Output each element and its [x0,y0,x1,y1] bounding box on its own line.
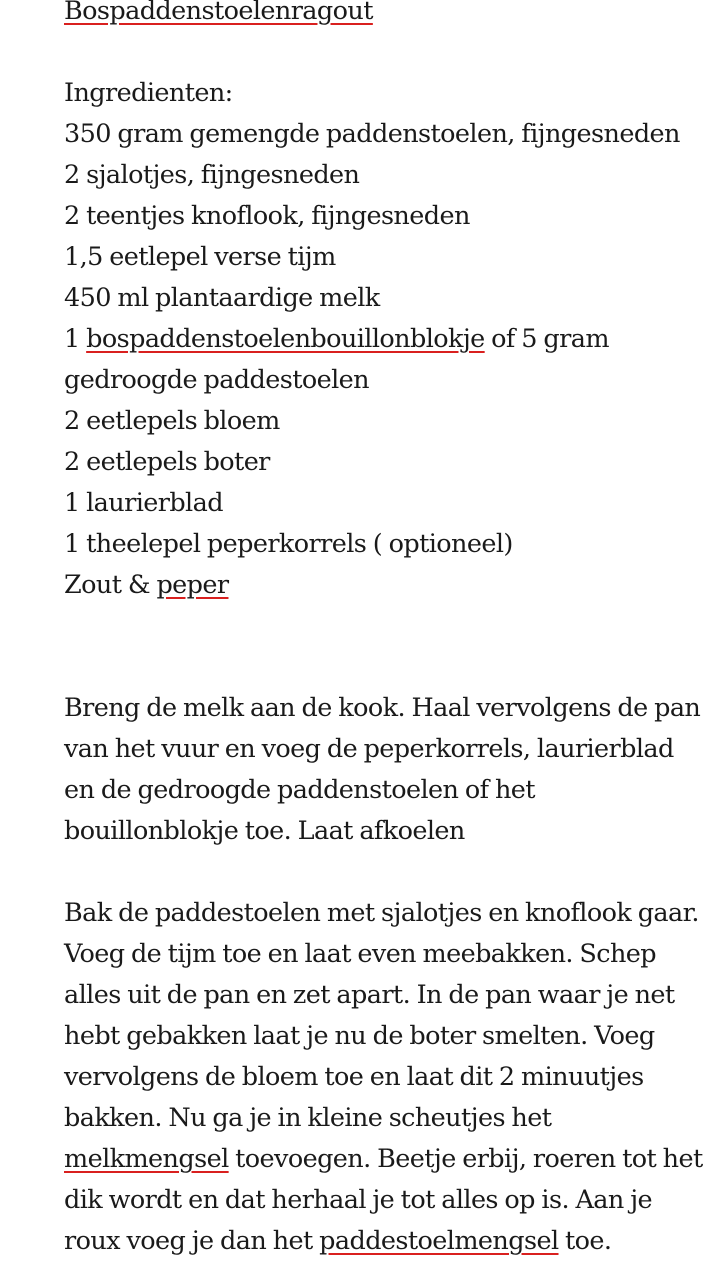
ingredient-item-bouillon [64,319,664,360]
ingredient-item: 2 sjalotjes, fijngesneden [64,160,360,190]
paragraph-line [64,1221,664,1262]
document-page[interactable] [64,0,703,1262]
spellcheck-word: Bospaddenstoelenragout [64,0,373,26]
paragraph-line: bouillonblokje toe. Laat afkoelen [64,816,465,846]
paragraph-text: toevoegen. Beetje erbij, roeren tot het [228,1144,703,1174]
paragraph-text: toe. [558,1226,612,1256]
blank-line [64,606,664,647]
paragraph-line: bakken. Nu ga je in kleine scheutjes het [64,1103,552,1133]
paragraph-line: van het vuur en voeg de peperkorrels, laurierblad [64,734,674,764]
paragraph-line: hebt gebakken laat je nu de boter smelten. Voeg [64,1021,655,1051]
bouillon-suffix: of 5 gram [484,324,609,354]
ingredient-item: 350 gram gemengde paddenstoelen, fijngesneden [64,119,680,149]
blank-line [64,32,664,73]
ingredient-item-salt [64,565,664,606]
ingredient-item-bouillon-cont: gedroogde paddestoelen [64,365,369,395]
paragraph-line [64,1139,703,1180]
spellcheck-word: melkmengsel [64,1144,229,1174]
spellcheck-word: paddestoelmengsel [319,1226,559,1256]
ingredient-item: 1 theelepel peperkorrels ( optioneel) [64,529,513,559]
spellcheck-word: peper [156,570,229,600]
ingredient-item: 2 teentjes knoflook, fijngesneden [64,201,470,231]
salt-prefix: Zout & [64,570,157,600]
spellcheck-word: bospaddenstoelenbouillonblokje [86,324,485,354]
ingredient-item: 2 eetlepels boter [64,447,270,477]
paragraph-line: alles uit de pan en zet apart. In de pan waar je net [64,980,675,1010]
paragraph-line: Bak de paddestoelen met sjalotjes en knoflook gaar. [64,898,699,928]
ingredient-item: 450 ml plantaardige melk [64,283,380,313]
blank-line [64,852,664,893]
bouillon-prefix: 1 [64,324,87,354]
blank-line [64,647,664,688]
recipe-title [64,0,664,32]
paragraph-line: Voeg de tijm toe en laat even meebakken. Schep [64,939,657,969]
paragraph-line: en de gedroogde paddenstoelen of het [64,775,535,805]
paragraph-line: dik wordt en dat herhaal je tot alles op is. Aan je [64,1185,653,1215]
ingredient-item: 1 laurierblad [64,488,223,518]
paragraph-text: roux voeg je dan het [64,1226,320,1256]
paragraph-line: vervolgens de bloem toe en laat dit 2 minuutjes [64,1062,644,1092]
paragraph-line: Breng de melk aan de kook. Haal vervolgens de pan [64,693,701,723]
ingredient-item: 2 eetlepels bloem [64,406,280,436]
ingredient-item: 1,5 eetlepel verse tijm [64,242,336,272]
ingredients-heading: Ingredienten: [64,78,233,108]
